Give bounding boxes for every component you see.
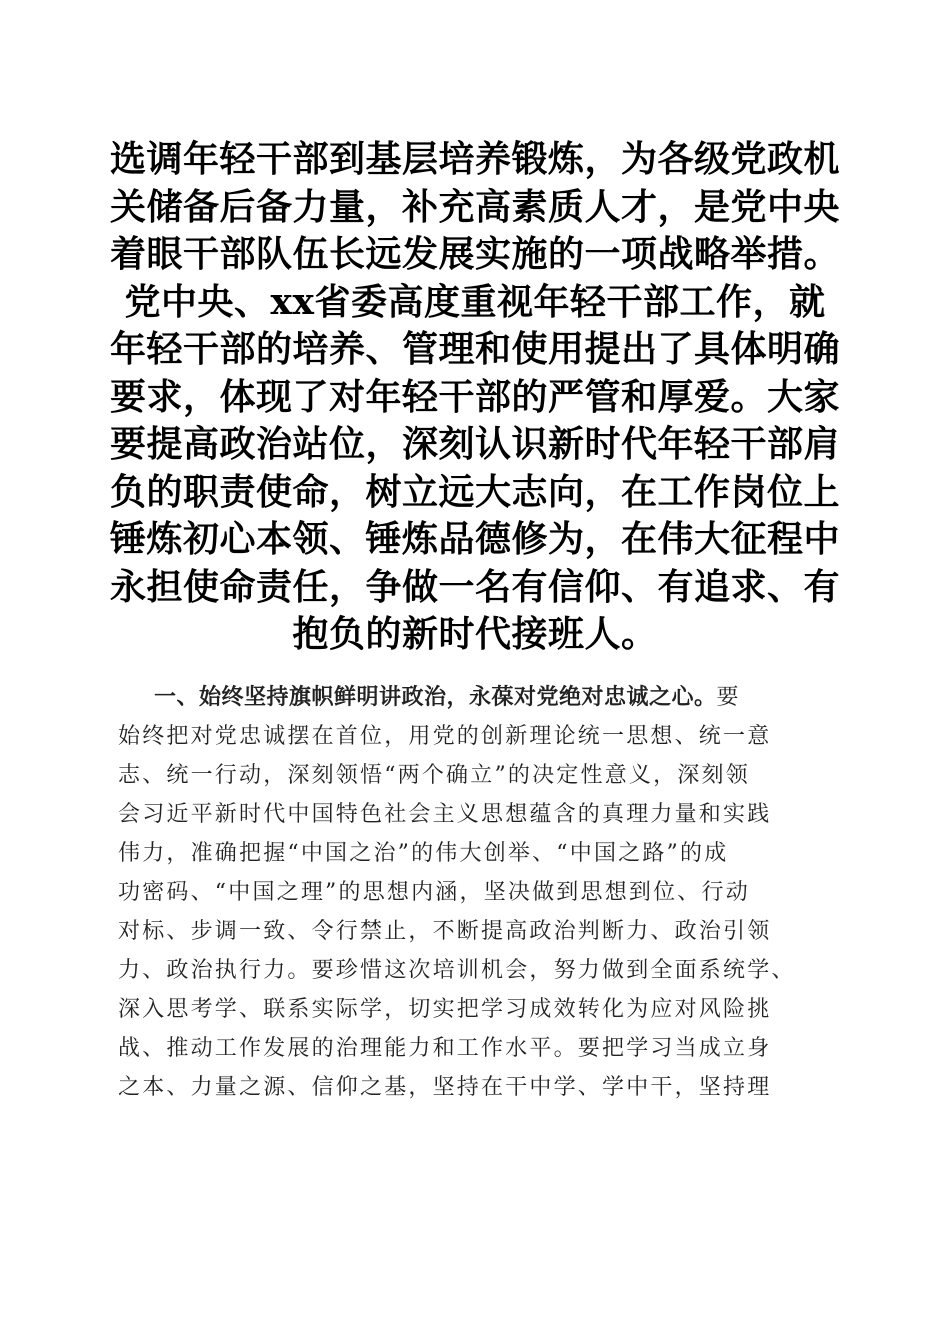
heading-line: 负的职责使命，树立远大志向，在工作岗位上 bbox=[110, 470, 841, 513]
paragraph-first-line bbox=[118, 678, 838, 717]
heading-line: 永担使命责任，争做一名有信仰、有追求、有 bbox=[110, 565, 841, 608]
paragraph-line: 之本、力量之源、信仰之基，坚持在干中学、学中干，坚持理 bbox=[118, 1075, 772, 1100]
section-one-paragraph bbox=[118, 678, 838, 1107]
section-lead-sentence: 一、始终坚持旗帜鲜明讲政治，永葆对党绝对忠诚之心。 bbox=[154, 685, 717, 710]
paragraph-line: 志、统一行动，深刻领悟“两个确立”的决定性意义，深刻领 bbox=[118, 763, 750, 788]
paragraph-line: 深入思考学、联系实际学，切实把学习成效转化为应对风险挑 bbox=[118, 997, 772, 1022]
paragraph-line: 始终把对党忠诚摆在首位，用党的创新理论统一思想、统一意 bbox=[118, 724, 772, 749]
paragraph-line: 会习近平新时代中国特色社会主义思想蕴含的真理力量和实践 bbox=[118, 802, 772, 827]
heading-line: 要提高政治站位，深刻认识新时代年轻干部肩 bbox=[110, 423, 841, 465]
heading-line: 抱负的新时代接班人。 bbox=[292, 613, 658, 655]
heading-line: 年轻干部的培养、管理和使用提出了具体明确 bbox=[110, 328, 841, 370]
paragraph-text: 要 bbox=[716, 685, 741, 710]
paragraph-line: 战、推动工作发展的治理能力和工作水平。要把学习当成立身 bbox=[118, 1036, 772, 1061]
paragraph-line: 功密码、“中国之理”的思想内涵，坚决做到思想到位、行动 bbox=[118, 880, 750, 905]
heading-line: 选调年轻干部到基层培养锻炼，为各级党政机 bbox=[110, 138, 841, 180]
heading-line: 党中央、xx省委高度重视年轻干部工作，就 bbox=[124, 280, 826, 323]
paragraph-line: 伟力，准确把握“中国之治”的伟大创举、“中国之路”的成 bbox=[118, 841, 729, 866]
paragraph-line: 力、政治执行力。要珍惜这次培训机会，努力做到全面系统学、 bbox=[118, 958, 796, 983]
heading-line: 关储备后备力量，补充高素质人才，是党中央 bbox=[110, 185, 841, 228]
heading-line: 锤炼初心本领、锤炼品德修为，在伟大征程中 bbox=[110, 518, 841, 560]
heading-line: 着眼干部队伍长远发展实施的一项战略举措。 bbox=[110, 233, 841, 275]
document-heading bbox=[110, 136, 840, 659]
heading-line: 要求，体现了对年轻干部的严管和厚爱。大家 bbox=[110, 375, 841, 418]
paragraph-line: 对标、步调一致、令行禁止，不断提高政治判断力、政治引领 bbox=[118, 919, 772, 944]
